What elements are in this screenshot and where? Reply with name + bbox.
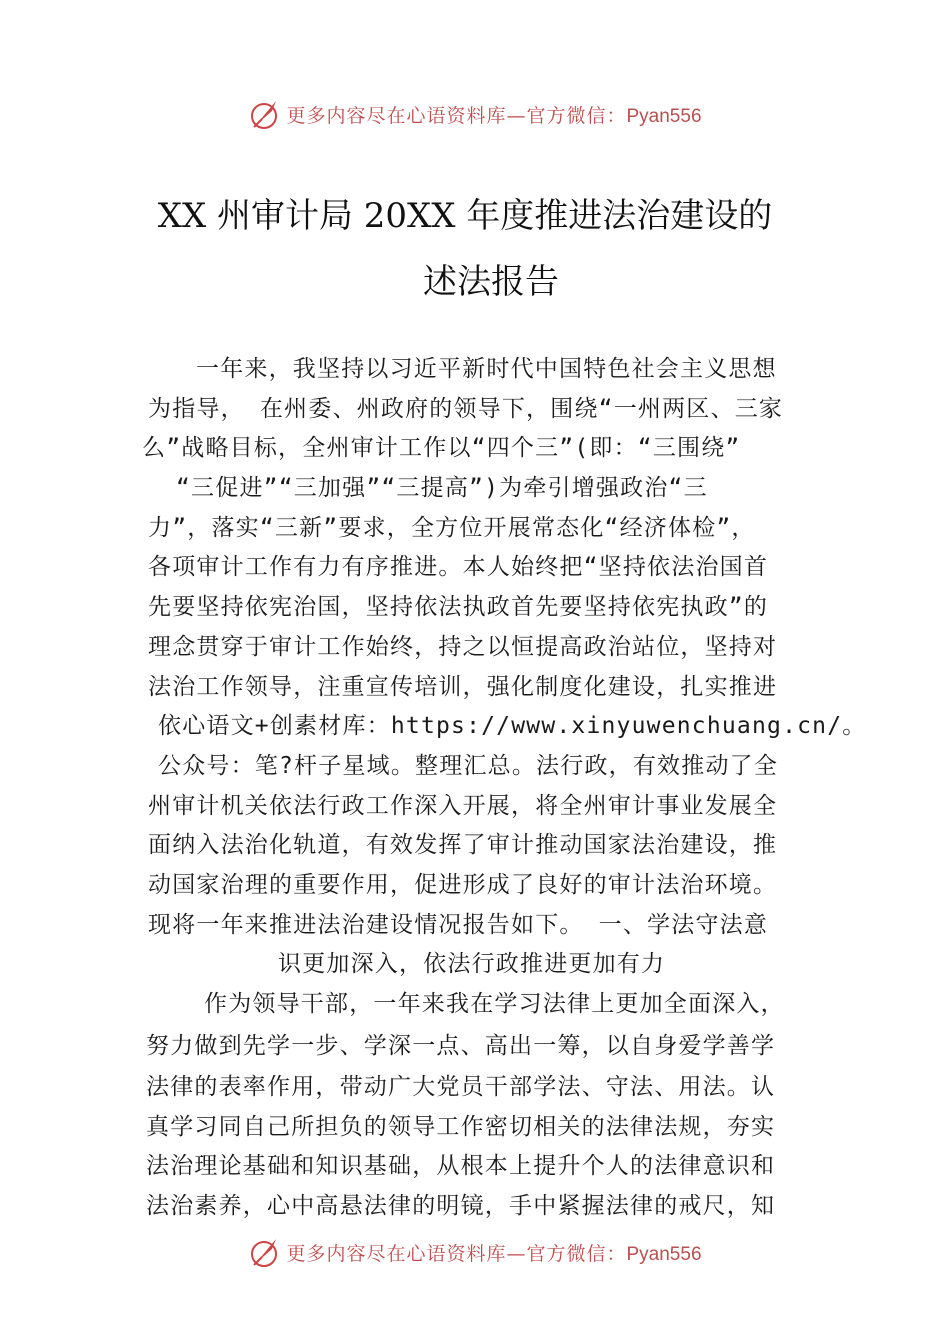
- section-heading-line: 识更加深入，依法行政推进更加有力: [278, 951, 666, 977]
- text-line: 面纳入法治化轨道，有效发挥了审计推动国家法治建设，推: [148, 832, 778, 858]
- text-line: 法律的表率作用，带动广大党员干部学法、守法、用法。认: [146, 1074, 776, 1100]
- text-line: 法治工作领导，注重宣传培训，强化制度化建设，扎实推进: [148, 674, 778, 700]
- text-line: 公众号：笔?杆子星域。整理汇总。法行政，有效推动了全: [158, 753, 779, 779]
- text-line: 为指导， 在州委、州政府的领导下，围绕“一州两区、三家: [148, 396, 784, 422]
- text-line: 先要坚持依宪治国，坚持依法执政首先要坚持依宪执政”的: [148, 594, 769, 620]
- text-line: 作为领导干部，一年来我在学习法律上更加全面深入，: [204, 991, 785, 1017]
- document-title-line2: 述法报告: [423, 262, 559, 302]
- quill-logo-icon: [248, 97, 282, 131]
- text-line: 法治理论基础和知识基础，从根本上提升个人的法律意识和: [146, 1153, 776, 1179]
- document-title-line1: XX 州审计局 20XX 年度推进法治建设的: [157, 196, 773, 236]
- text-line: 力”，落实“三新”要求，全方位开展常态化“经济体检”，: [148, 515, 756, 541]
- header-banner: [0, 94, 950, 134]
- text-line: 法治素养，心中高悬法律的明镜，手中紧握法律的戒尺，知: [146, 1193, 776, 1219]
- footer-banner: [0, 1232, 950, 1272]
- text-line: 理念贯穿于审计工作始终，持之以恒提高政治站位，坚持对: [148, 634, 778, 660]
- banner-text: 更多内容尽在心语资料库—官方微信：Pyan556: [286, 104, 702, 127]
- text-line: 动国家治理的重要作用，促进形成了良好的审计法治环境。: [148, 872, 778, 898]
- text-line: 州审计机关依法行政工作深入开展，将全州审计事业发展全: [148, 793, 778, 819]
- text-line: 一年来，我坚持以习近平新时代中国特色社会主义思想: [196, 356, 777, 382]
- quill-logo-icon: [248, 1235, 282, 1269]
- text-line: 努力做到先学一步、学深一点、高出一筹，以自身爱学善学: [146, 1033, 776, 1059]
- text-line: “三促进”“三加强”“三提高”)为牵引增强政治“三: [176, 475, 708, 501]
- banner-text: 更多内容尽在心语资料库—官方微信：Pyan556: [286, 1242, 702, 1265]
- text-line: 依心语文+创素材库：https://www.xinyuwenchuang.cn/。: [158, 713, 867, 739]
- text-line: 各项审计工作有力有序推进。本人始终把“坚持依法治国首: [148, 554, 769, 580]
- text-line: 么”战略目标，全州审计工作以“四个三”(即：“三围绕”: [142, 435, 741, 461]
- text-line: 现将一年来推进法治建设情况报告如下。 一、学法守法意: [148, 912, 769, 938]
- text-line: 真学习同自己所担负的领导工作密切相关的法律法规，夯实: [146, 1114, 776, 1140]
